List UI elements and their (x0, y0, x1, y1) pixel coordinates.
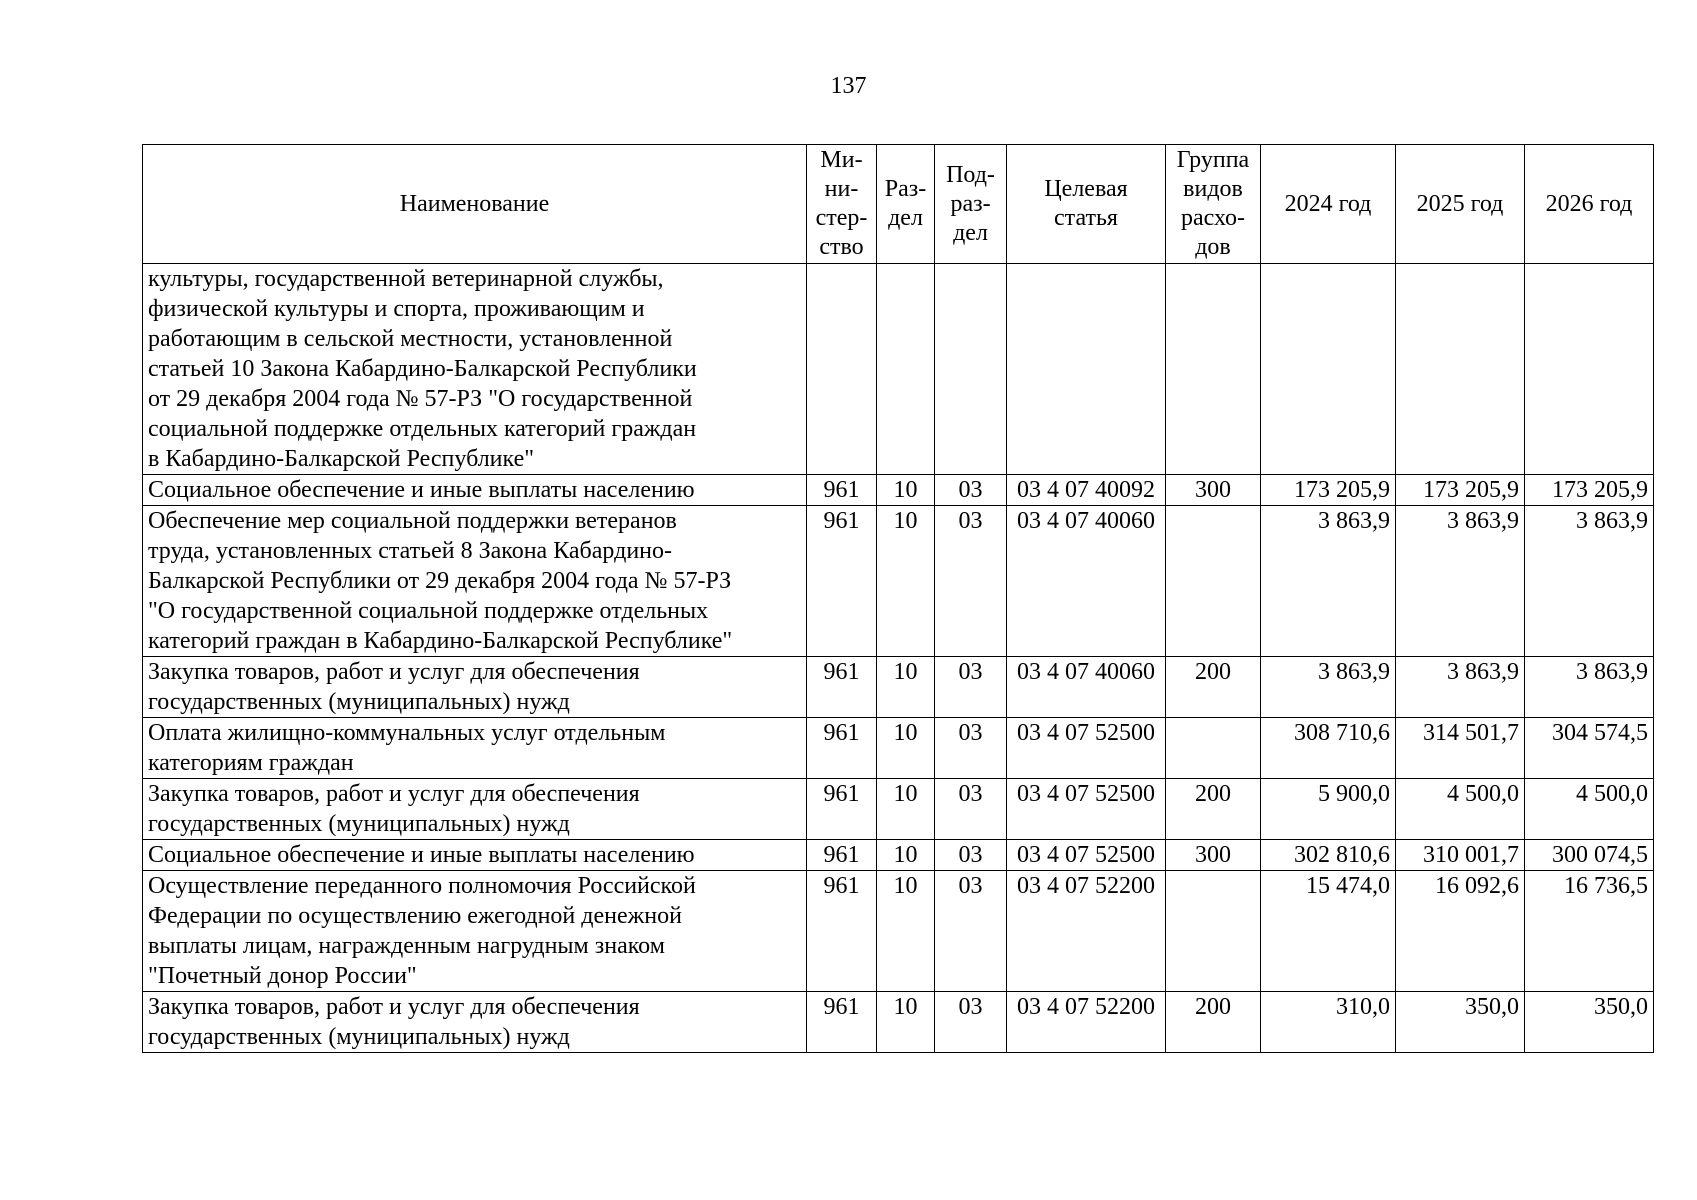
cell-target-article: 03 4 07 40060 (1007, 506, 1166, 657)
cell-name: Обеспечение мер социальной поддержки ветеранов труда, установленных статьей 8 Закона Кабардино- Балкарской Республики от 29 декабря 2004 года № 57-РЗ "О государственной социальной поддержке отдельных категорий граждан в Кабардино-Балкарской Республике" (143, 506, 807, 657)
cell-2025: 314 501,7 (1396, 718, 1525, 779)
cell-2025: 173 205,9 (1396, 475, 1525, 506)
cell-2026: 3 863,9 (1525, 506, 1654, 657)
cell-2026: 304 574,5 (1525, 718, 1654, 779)
cell-section: 10 (877, 840, 935, 871)
cell-ministry (807, 264, 877, 475)
cell-expense-group: 200 (1166, 779, 1261, 840)
cell-expense-group (1166, 871, 1261, 992)
cell-2025: 4 500,0 (1396, 779, 1525, 840)
cell-2026: 3 863,9 (1525, 657, 1654, 718)
cell-2025: 16 092,6 (1396, 871, 1525, 992)
table-row (143, 264, 1654, 475)
table-row (143, 718, 1654, 779)
cell-2024: 308 710,6 (1261, 718, 1396, 779)
cell-expense-group: 200 (1166, 992, 1261, 1053)
cell-expense-group (1166, 264, 1261, 475)
cell-subsection: 03 (935, 657, 1007, 718)
cell-2025: 350,0 (1396, 992, 1525, 1053)
page-number: 137 (830, 73, 867, 99)
cell-2026: 350,0 (1525, 992, 1654, 1053)
cell-expense-group: 200 (1166, 657, 1261, 718)
budget-table (142, 144, 1654, 1053)
cell-name: Осуществление переданного полномочия Российской Федерации по осуществлению ежегодной денежной выплаты лицам, награжденным нагрудным знаком "Почетный донор России" (143, 871, 807, 992)
cell-ministry: 961 (807, 840, 877, 871)
cell-2024: 3 863,9 (1261, 657, 1396, 718)
cell-name: Закупка товаров, работ и услуг для обеспечения государственных (муниципальных) нужд (143, 657, 807, 718)
cell-target-article: 03 4 07 40092 (1007, 475, 1166, 506)
cell-target-article: 03 4 07 52200 (1007, 992, 1166, 1053)
header-ministry: Ми- ни- стер- ство (807, 145, 877, 264)
cell-name: культуры, государственной ветеринарной службы, физической культуры и спорта, проживающим и работающим в сельской местности, установленной статьей 10 Закона Кабардино-Балкарской Республики от 29 декабря 2004 года № 57-РЗ "О государственной социальной поддержке отдельных категорий граждан в Кабардино-Балкарской Республике" (143, 264, 807, 475)
cell-2025: 3 863,9 (1396, 657, 1525, 718)
cell-2026 (1525, 264, 1654, 475)
cell-name: Закупка товаров, работ и услуг для обеспечения государственных (муниципальных) нужд (143, 992, 807, 1053)
header-year-2024: 2024 год (1261, 145, 1396, 264)
header-expense-group: Группа видов расхо- дов (1166, 145, 1261, 264)
cell-section: 10 (877, 506, 935, 657)
cell-section: 10 (877, 871, 935, 992)
cell-ministry: 961 (807, 718, 877, 779)
header-target-article: Целевая статья (1007, 145, 1166, 264)
cell-ministry: 961 (807, 779, 877, 840)
header-subsection: Под- раз- дел (935, 145, 1007, 264)
cell-section: 10 (877, 992, 935, 1053)
cell-name: Оплата жилищно-коммунальных услуг отдельным категориям граждан (143, 718, 807, 779)
table-row (143, 475, 1654, 506)
cell-ministry: 961 (807, 992, 877, 1053)
cell-2025: 310 001,7 (1396, 840, 1525, 871)
cell-name: Закупка товаров, работ и услуг для обеспечения государственных (муниципальных) нужд (143, 779, 807, 840)
cell-section (877, 264, 935, 475)
header-section: Раз- дел (877, 145, 935, 264)
table-header-row (143, 145, 1654, 264)
table-row (143, 840, 1654, 871)
table-row (143, 506, 1654, 657)
cell-name: Социальное обеспечение и иные выплаты населению (143, 840, 807, 871)
cell-target-article: 03 4 07 40060 (1007, 657, 1166, 718)
cell-2026: 16 736,5 (1525, 871, 1654, 992)
cell-2024 (1261, 264, 1396, 475)
cell-subsection: 03 (935, 992, 1007, 1053)
table-row (143, 992, 1654, 1053)
cell-ministry: 961 (807, 506, 877, 657)
cell-section: 10 (877, 475, 935, 506)
cell-2024: 310,0 (1261, 992, 1396, 1053)
table-row (143, 779, 1654, 840)
cell-expense-group (1166, 718, 1261, 779)
cell-subsection: 03 (935, 506, 1007, 657)
cell-2025 (1396, 264, 1525, 475)
cell-subsection: 03 (935, 475, 1007, 506)
cell-subsection: 03 (935, 718, 1007, 779)
cell-2024: 3 863,9 (1261, 506, 1396, 657)
cell-target-article: 03 4 07 52500 (1007, 840, 1166, 871)
cell-2024: 5 900,0 (1261, 779, 1396, 840)
cell-2024: 173 205,9 (1261, 475, 1396, 506)
cell-ministry: 961 (807, 871, 877, 992)
cell-2024: 302 810,6 (1261, 840, 1396, 871)
cell-target-article: 03 4 07 52200 (1007, 871, 1166, 992)
cell-2025: 3 863,9 (1396, 506, 1525, 657)
cell-subsection: 03 (935, 840, 1007, 871)
cell-name: Социальное обеспечение и иные выплаты населению (143, 475, 807, 506)
cell-expense-group: 300 (1166, 840, 1261, 871)
table-row (143, 657, 1654, 718)
header-year-2026: 2026 год (1525, 145, 1654, 264)
cell-target-article: 03 4 07 52500 (1007, 779, 1166, 840)
cell-subsection (935, 264, 1007, 475)
cell-target-article: 03 4 07 52500 (1007, 718, 1166, 779)
header-name: Наименование (143, 145, 807, 264)
cell-expense-group (1166, 506, 1261, 657)
cell-expense-group: 300 (1166, 475, 1261, 506)
table-body (143, 264, 1654, 1053)
table-row (143, 871, 1654, 992)
header-year-2025: 2025 год (1396, 145, 1525, 264)
cell-subsection: 03 (935, 779, 1007, 840)
cell-2026: 4 500,0 (1525, 779, 1654, 840)
cell-subsection: 03 (935, 871, 1007, 992)
cell-section: 10 (877, 779, 935, 840)
cell-section: 10 (877, 657, 935, 718)
cell-ministry: 961 (807, 475, 877, 506)
cell-target-article (1007, 264, 1166, 475)
cell-section: 10 (877, 718, 935, 779)
cell-2026: 173 205,9 (1525, 475, 1654, 506)
cell-2026: 300 074,5 (1525, 840, 1654, 871)
cell-2024: 15 474,0 (1261, 871, 1396, 992)
cell-ministry: 961 (807, 657, 877, 718)
